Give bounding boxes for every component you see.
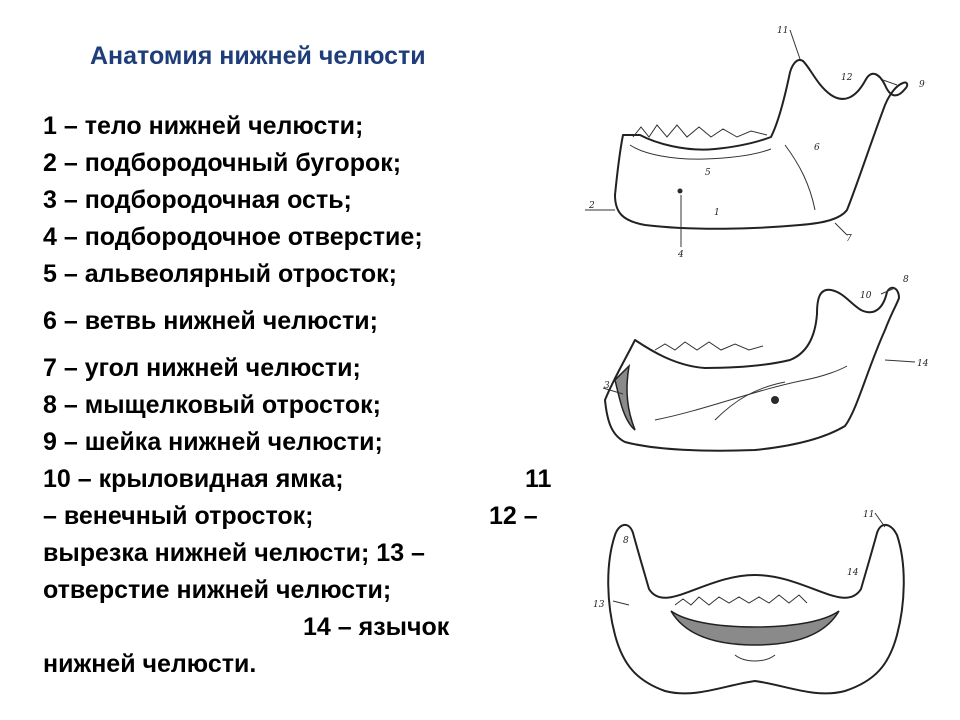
mandible-posterior-figure <box>585 505 935 705</box>
fig1-label-7: 7 <box>846 234 852 244</box>
mandible-medial-figure <box>595 270 935 480</box>
legend-item-3: 3 – подбородочная ость; <box>43 186 352 214</box>
legend-item-7: 7 – угол нижней челюсти; <box>43 354 361 382</box>
mandibular-foramen <box>771 396 779 404</box>
legend-item-10-text: 10 – крыловидная ямка; <box>43 465 344 493</box>
legend-item-2: 2 – подбородочный бугорок; <box>43 149 402 177</box>
fig2-label-10: 10 <box>860 291 872 301</box>
legend-item-11-number: 11 <box>525 465 552 493</box>
fig3-label-13: 13 <box>593 600 605 610</box>
fig1-label-5: 5 <box>705 168 711 178</box>
legend-list <box>43 108 563 683</box>
legend-item-1: 1 – тело нижней челюсти; <box>43 112 364 140</box>
legend-item-8: 8 – мыщелковый отросток; <box>43 391 381 419</box>
fig3-label-11: 11 <box>863 510 875 520</box>
legend-spacer <box>43 293 563 303</box>
fig2-label-14: 14 <box>917 359 929 369</box>
legend-item-13: отверстие нижней челюсти; <box>43 576 392 604</box>
fig3-label-14: 14 <box>847 568 859 578</box>
fig3-label-8: 8 <box>623 536 629 546</box>
legend-item-9: 9 – шейка нижней челюсти; <box>43 428 383 456</box>
mandible-medial-drawing <box>595 270 935 480</box>
fig2-label-8: 8 <box>903 275 909 285</box>
mandible-posterior-drawing <box>585 505 935 705</box>
mandible-lateral-drawing <box>585 25 925 265</box>
mental-foramen <box>678 189 683 194</box>
legend-item-5: 5 – альвеолярный отросток; <box>43 260 397 288</box>
legend-item-10 <box>43 461 563 498</box>
legend-item-11-text: – венечный отросток; <box>43 502 314 530</box>
fig1-label-1: 1 <box>714 208 720 218</box>
fig1-label-12: 12 <box>841 73 853 83</box>
page-title: Анатомия нижней челюсти <box>90 42 426 70</box>
legend-item-14-cont: нижней челюсти. <box>43 650 257 678</box>
mandible-lateral-figure <box>585 25 925 265</box>
legend-spacer <box>43 340 563 350</box>
legend-item-12-number: 12 – <box>489 502 538 530</box>
fig2-label-3: 3 <box>604 381 610 391</box>
legend-item-11 <box>43 498 563 535</box>
legend-item-14: 14 – язычок <box>303 613 450 641</box>
fig1-label-9: 9 <box>919 80 925 90</box>
legend-item-6: 6 – ветвь нижней челюсти; <box>43 307 378 335</box>
fig1-label-4: 4 <box>678 250 684 260</box>
legend-item-12: вырезка нижней челюсти; 13 – <box>43 539 425 567</box>
fig1-label-2: 2 <box>589 201 595 211</box>
legend-item-4: 4 – подбородочное отверстие; <box>43 223 423 251</box>
fig1-label-11: 11 <box>777 26 789 36</box>
fig1-label-6: 6 <box>814 143 820 153</box>
